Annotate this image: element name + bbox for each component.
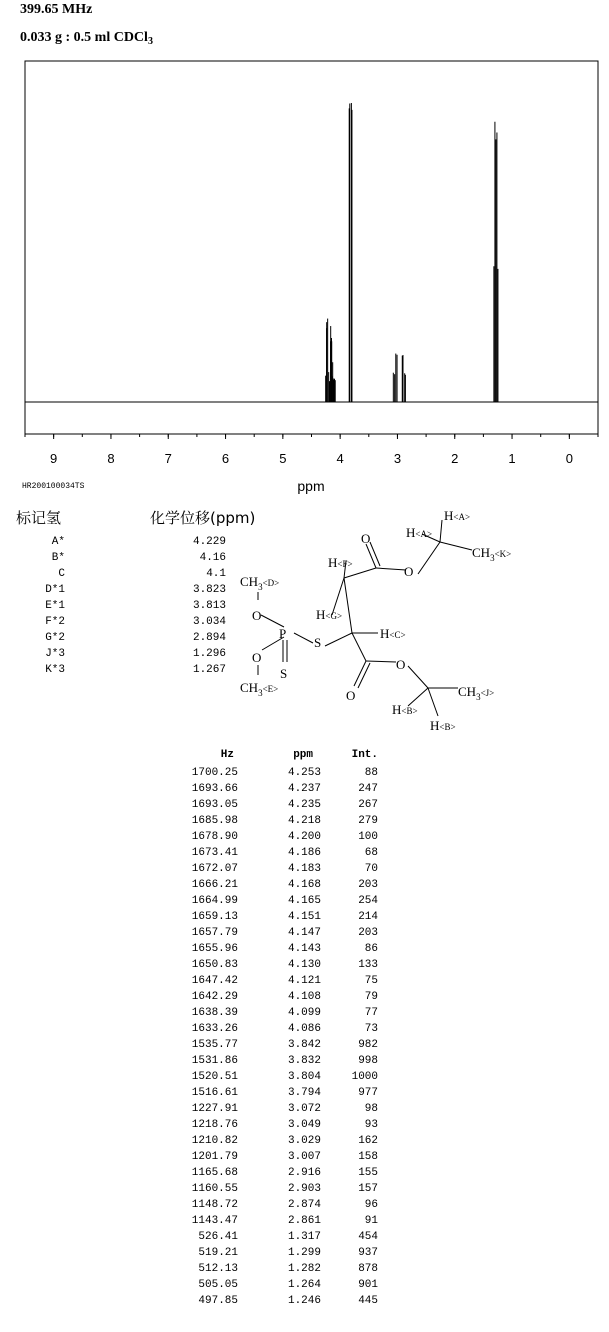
peak-int: 937 [358,1247,378,1259]
assignment-shift: 1.267 [192,664,226,676]
table-row [180,989,378,1005]
assignment-row [24,598,226,614]
ch3-d: $CH_3^{<D>}$ [240,574,280,592]
peak-ppm: 2.903 [287,1183,321,1195]
assignment-row [24,566,226,582]
atom-p: P [279,626,287,641]
h-g: H<G> [316,607,343,622]
table-row [180,1245,378,1261]
header-int: Int. [351,749,378,761]
peak-int: 445 [358,1295,378,1307]
plot-frame [25,61,598,434]
peak-hz: 1693.05 [191,799,238,811]
peak-int: 158 [358,1151,378,1163]
peak-hz: 505.05 [198,1279,238,1291]
peak-hz: 1165.68 [191,1167,238,1179]
h-f: H<F> [328,555,353,570]
assignment-row [24,582,226,598]
peak-ppm: 4.218 [287,815,321,827]
table-row [180,1133,378,1149]
peak-ppm: 4.168 [287,879,321,891]
h-c: H<C> [380,626,406,641]
peak-ppm: 4.099 [287,1007,321,1019]
assignment-label: J*3 [45,648,65,660]
atom-o-ester-bottom: O [396,657,406,672]
peak-hz: 519.21 [198,1247,238,1259]
peak-hz: 1531.86 [191,1055,238,1067]
sample-code: HR200100034TS [22,482,85,491]
peak-hz: 1516.61 [191,1087,238,1099]
peak-hz: 1685.98 [191,815,238,827]
peak-ppm: 1.299 [287,1247,321,1259]
ch3-j: $CH_3^{<J>}$ [458,684,495,702]
peak-hz: 526.41 [198,1231,238,1243]
peak-hz: 1160.55 [191,1183,238,1195]
peak-hz: 1655.96 [191,943,238,955]
peak-int: 100 [358,831,378,843]
peak-ppm: 1.246 [287,1295,321,1307]
peak-int: 998 [358,1055,378,1067]
peak-ppm: 4.183 [287,863,321,875]
sample-description [20,30,153,47]
table-row [180,941,378,957]
peak-int: 73 [364,1023,378,1035]
assignment-shift: 3.034 [192,616,226,628]
peak-ppm: 4.253 [287,767,321,779]
header-hz: Hz [220,749,234,761]
table-row [180,1037,378,1053]
peak-ppm: 1.264 [287,1279,321,1291]
assignment-shift: 3.823 [192,584,226,596]
peak-ppm: 4.186 [287,847,321,859]
peak-int: 79 [364,991,378,1003]
x-tick-label: 9 [50,451,58,466]
peak-int: 267 [358,799,378,811]
table-row [180,925,378,941]
peak-int: 1000 [351,1071,378,1083]
peak-hz: 497.85 [198,1295,238,1307]
table-row [180,861,378,877]
h-b-bottom: H<B> [430,718,456,733]
sample-subscript: 3 [147,36,153,47]
assignment-row [24,614,226,630]
peak-ppm: 1.282 [287,1263,321,1275]
peak-ppm: 3.007 [287,1151,321,1163]
assignment-label: C [58,568,65,580]
peak-hz: 1535.77 [191,1039,238,1051]
table-row [180,1277,378,1293]
table-row [180,1053,378,1069]
assignment-header-shift: 化学位移(ppm) [150,509,256,527]
peak-int: 91 [364,1215,378,1227]
peak-hz: 1201.79 [191,1151,238,1163]
peak-ppm: 3.072 [287,1103,321,1115]
assignment-shift: 2.894 [192,632,226,644]
peak-hz: 1642.29 [191,991,238,1003]
peak-ppm: 4.108 [287,991,321,1003]
peak-int: 96 [364,1199,378,1211]
peak-int: 77 [364,1007,378,1019]
assignment-table [24,534,226,678]
table-row [180,797,378,813]
peak-ppm: 4.151 [287,911,321,923]
peak-ppm: 4.121 [287,975,321,987]
peak-ppm: 3.832 [287,1055,321,1067]
atom-o-carbonyl-top: O [361,531,371,546]
peak-ppm: 3.794 [287,1087,321,1099]
peak-hz: 1700.25 [191,767,238,779]
nmr-spectrum-chart [0,58,609,498]
peak-hz: 1638.39 [191,1007,238,1019]
peak-ppm: 2.874 [287,1199,321,1211]
peak-hz: 512.13 [198,1263,238,1275]
table-row [180,893,378,909]
x-tick-label: 1 [508,451,516,466]
table-row [180,909,378,925]
peak-ppm: 4.237 [287,783,321,795]
peak-int: 254 [358,895,378,907]
assignment-label: E*1 [45,600,65,612]
peak-int: 133 [358,959,378,971]
peak-hz: 1659.13 [191,911,238,923]
peak-int: 75 [364,975,378,987]
bonds [258,520,472,716]
peak-int: 901 [358,1279,378,1291]
peak-int: 157 [358,1183,378,1195]
table-row [180,781,378,797]
peak-hz: 1650.83 [191,959,238,971]
peak-ppm: 3.049 [287,1119,321,1131]
peak-int: 982 [358,1039,378,1051]
table-row [180,1149,378,1165]
assignment-label: A* [51,536,65,548]
x-tick-label: 5 [279,451,287,466]
atom-o-lower: O [252,650,262,665]
table-row [180,765,378,781]
table-row [180,973,378,989]
peak-int: 454 [358,1231,378,1243]
table-row [180,845,378,861]
assignment-row [24,662,226,678]
assignment-row [24,630,226,646]
peak-ppm: 2.916 [287,1167,321,1179]
peak-ppm: 3.804 [287,1071,321,1083]
table-row [180,1101,378,1117]
peak-ppm: 1.317 [287,1231,321,1243]
table-row [180,813,378,829]
atom-o-ester-top: O [404,564,414,579]
table-row [180,829,378,845]
peak-hz: 1693.66 [191,783,238,795]
x-tick-label: 7 [164,451,172,466]
peak-int: 247 [358,783,378,795]
table-row [180,1085,378,1101]
peak-ppm: 4.165 [287,895,321,907]
peak-ppm: 3.029 [287,1135,321,1147]
peak-int: 68 [364,847,378,859]
assignment-label: D*1 [45,584,65,596]
peak-hz: 1647.42 [191,975,238,987]
x-tick-label: 6 [221,451,230,466]
peak-int: 93 [364,1119,378,1131]
assignment-row [24,646,226,662]
peak-ppm: 4.130 [287,959,321,971]
table-row [180,1213,378,1229]
peak-hz: 1657.79 [191,927,238,939]
peak-hz: 1672.07 [191,863,238,875]
x-tick-label: 8 [107,451,115,466]
peak-int: 86 [364,943,378,955]
h-a-left: H<A> [406,525,433,540]
peak-table-header [180,745,378,765]
x-tick-label: 4 [336,451,344,466]
atom-s-bridge: S [314,635,322,650]
table-row [180,957,378,973]
assignment-label: F*2 [45,616,65,628]
peak-int: 203 [358,879,378,891]
x-tick-label: 2 [451,451,459,466]
assignment-label: K*3 [45,664,65,676]
peak-layer [326,103,498,402]
assignment-label: B* [51,552,65,564]
table-row [180,877,378,893]
atom-labels [240,508,511,733]
peak-hz: 1143.47 [191,1215,238,1227]
peak-hz: 1666.21 [191,879,238,891]
h-a-top: H<A> [444,508,471,523]
atom-s-thio: S [280,666,288,681]
assignment-shift: 4.1 [206,568,226,580]
peak-ppm: 3.842 [287,1039,321,1051]
assignment-shift: 3.813 [192,600,226,612]
spectrometer-frequency: 399.65 MHz [20,2,93,17]
header-ppm: ppm [293,749,313,761]
peak-ppm: 4.147 [287,927,321,939]
table-row [180,1069,378,1085]
assignment-header-label: 标记氢 [16,509,62,527]
peak-ppm: 4.143 [287,943,321,955]
peak-ppm: 4.200 [287,831,321,843]
assignment-shift: 1.296 [192,648,226,660]
table-row [180,1197,378,1213]
molecule-structure [228,500,558,740]
peak-hz: 1664.99 [191,895,238,907]
x-axis-label: ppm [297,478,325,494]
table-row [180,1165,378,1181]
peak-hz: 1210.82 [191,1135,238,1147]
peak-int: 878 [358,1263,378,1275]
x-tick-label: 3 [393,451,402,466]
peak-int: 279 [358,815,378,827]
assignment-label: G*2 [45,632,65,644]
peak-hz: 1633.26 [191,1023,238,1035]
peak-int: 162 [358,1135,378,1147]
table-row [180,1117,378,1133]
peak-hz: 1227.91 [191,1103,238,1115]
assignment-row [24,534,226,550]
peak-int: 977 [358,1087,378,1099]
table-row [180,1021,378,1037]
sample-text: 0.033 g : 0.5 ml CDCl [20,30,148,45]
x-axis-ticks [25,434,598,466]
peak-table [180,745,378,1309]
assignment-row [24,550,226,566]
table-row [180,1261,378,1277]
peak-int: 155 [358,1167,378,1179]
assignment-shift: 4.229 [192,536,226,548]
peak-hz: 1218.76 [191,1119,238,1131]
peak-int: 214 [358,911,378,923]
peak-ppm: 4.235 [287,799,321,811]
peak-int: 70 [364,863,378,875]
atom-o-upper: O [252,608,262,623]
ch3-e: $CH_3^{<E>}$ [240,680,279,698]
peak-ppm: 4.086 [287,1023,321,1035]
table-row [180,1229,378,1245]
h-b-left: H<B> [392,702,418,717]
peak-int: 88 [364,767,378,779]
peak-hz: 1148.72 [191,1199,238,1211]
table-row [180,1181,378,1197]
peak-hz: 1678.90 [191,831,238,843]
peak-hz: 1673.41 [191,847,238,859]
peak-hz: 1520.51 [191,1071,238,1083]
assignment-shift: 4.16 [199,552,226,564]
ch3-k: $CH_3^{<K>}$ [472,545,512,563]
x-tick-label: 0 [565,451,573,466]
atom-o-carbonyl-bottom: O [346,688,356,703]
peak-int: 98 [364,1103,378,1115]
peak-ppm: 2.861 [287,1215,321,1227]
peak-int: 203 [358,927,378,939]
table-row [180,1293,378,1309]
table-row [180,1005,378,1021]
